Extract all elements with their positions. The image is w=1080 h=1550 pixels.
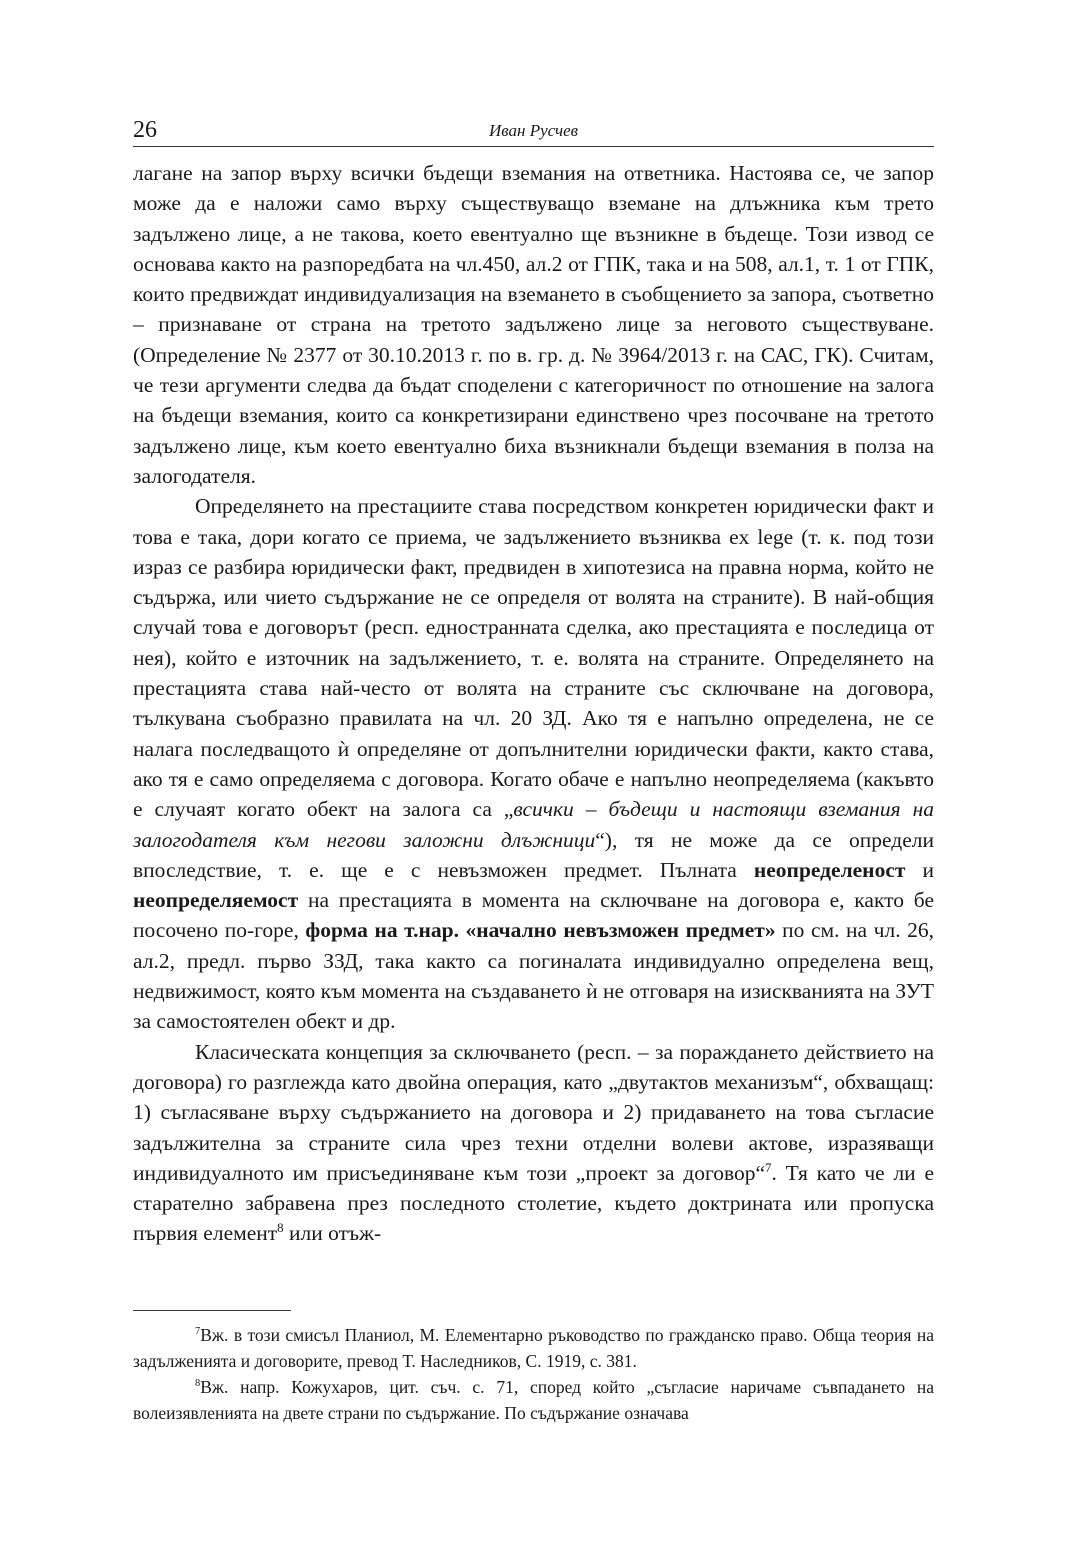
- paragraph-3: [133, 1037, 934, 1249]
- body-text: [133, 158, 934, 1249]
- footnote-7: [133, 1322, 934, 1374]
- page-header: [133, 112, 934, 147]
- footnote-separator: [133, 1310, 291, 1311]
- footnote-8: [133, 1374, 934, 1426]
- footnote-number: 7: [195, 1326, 201, 1338]
- footnote-ref-8[interactable]: 8: [277, 1221, 284, 1236]
- running-head-author: Иван Русчев: [488, 121, 578, 140]
- paragraph-2-bold-3: форма на т.нар. «начално невъзможен предмет»: [305, 918, 776, 943]
- paragraph-2-text-2: “), тя не може да се определи впоследствие, т. е. ще е с невъзможен предмет. Пълната: [133, 827, 934, 882]
- page-number: 26: [133, 117, 157, 143]
- paragraph-3-text-2: . Тя като че ли е старателно забравена през последното столетие, където доктрината или пропуска първия елемент: [133, 1160, 934, 1246]
- paragraph-2-bold-2: неопределяемост: [133, 888, 299, 913]
- paragraph-2-bold-1: неопределеност: [753, 857, 906, 882]
- paragraph-2-text-4: на престацията в момента на сключване на договора е, както бе посочено по-горе,: [133, 888, 934, 943]
- paragraph-2-text-3: и: [905, 857, 934, 882]
- paragraph-1: лагане на запор върху всички бъдещи вземания на ответника. Настоява се, че запор може да е наложи само върху съществуващо вземане на длъжника към трето задължено лице, а не такова, което евентуално ще възникне в бъдеще. Този извод се основава както на разпоредбата на чл.450, ал.2 от ГПК, така и на 508, ал.1, т. 1 от ГПК, които предвиждат индивидуализация на вземането в съобщението за запора, съответно – признаване от страна на третото задължено лице за неговото съществуване. (Определение № 2377 от 30.10.2013 г. по в. гр. д. № 3964/2013 г. на САС, ГК). Считам, че тези аргументи следва да бъдат споделени с категоричност по отношение на залога на бъдещи вземания, които са конкретизирани единствено чрез посочване на третото задължено лице, към което евентуално биха възникнали бъдещи вземания в полза на залогодателя.: [133, 161, 934, 488]
- footnote-text: Вж. напр. Кожухаров, цит. съч. с. 71, според който „съгласие наричаме съвпадането на волеизявленията на двете страни по съдържание. По съдържание означава: [133, 1377, 934, 1423]
- paragraph-3-text-1: Класическата концепция за сключването (респ. – за пораждането действието на договора) го разглежда като двойна операция, като „двутактов механизъм“, обхващащ: 1) съгласяване върху съдържанието на договора и 2) придаването на това съгласие задължителна за страните сила чрез техни отделни волеви актове, изразяващи индивидуалното им присъединяване към този „проект за договор“: [133, 1039, 934, 1185]
- paragraph-2: [133, 491, 934, 1036]
- paragraph-2-text-5: по см. на чл. 26, ал.2, предл. първо ЗЗД, така както са погиналата индивидуално определена вещ, недвижимост, която към момента на създаването ѝ не отговаря на изискванията на ЗУТ за самостоятелен обект и др.: [133, 918, 935, 1034]
- footnotes: [133, 1322, 934, 1426]
- footnote-ref-7[interactable]: 7: [765, 1160, 772, 1175]
- paragraph-3-text-3: или отъж-: [283, 1221, 382, 1246]
- footnote-text: Вж. в този смисъл Планиол, М. Елементарно ръководство по гражданско право. Обща теория на задълженията и договорите, превод Т. Наследников, С. 1919, с. 381.: [133, 1325, 934, 1371]
- footnote-number: 8: [195, 1378, 201, 1390]
- paragraph-2-italic-quote: всички – бъдещи и настоящи вземания на залогодателя към негови заложни длъжници: [133, 797, 934, 852]
- paragraph-2-text-1: Определянето на престациите става посредством конкретен юридически факт и това е така, дори когато се приема, че задължението възниква ex lege (т. к. под този израз се разбира юридически факт, предвиден в хипотезиса на правна норма, който не съдържа, или чието съдържание не се определя от волята на страните). В най-общия случай това е договорът (респ. едностранната сделка, ако престацията е последица от нея), който е източник на задължението, т. е. волята на страните. Определянето на престацията става най-често от волята на страните със сключване на договора, тълкувана съобразно правилата на чл. 20 ЗД. Ако тя е напълно определена, не се налага последващото ѝ определяне от допълнителни юридически факти, както става, ако тя е само определяема с договора. Когато обаче е напълно неопределяема (какъвто е случаят когато обект на залога са „: [133, 494, 934, 822]
